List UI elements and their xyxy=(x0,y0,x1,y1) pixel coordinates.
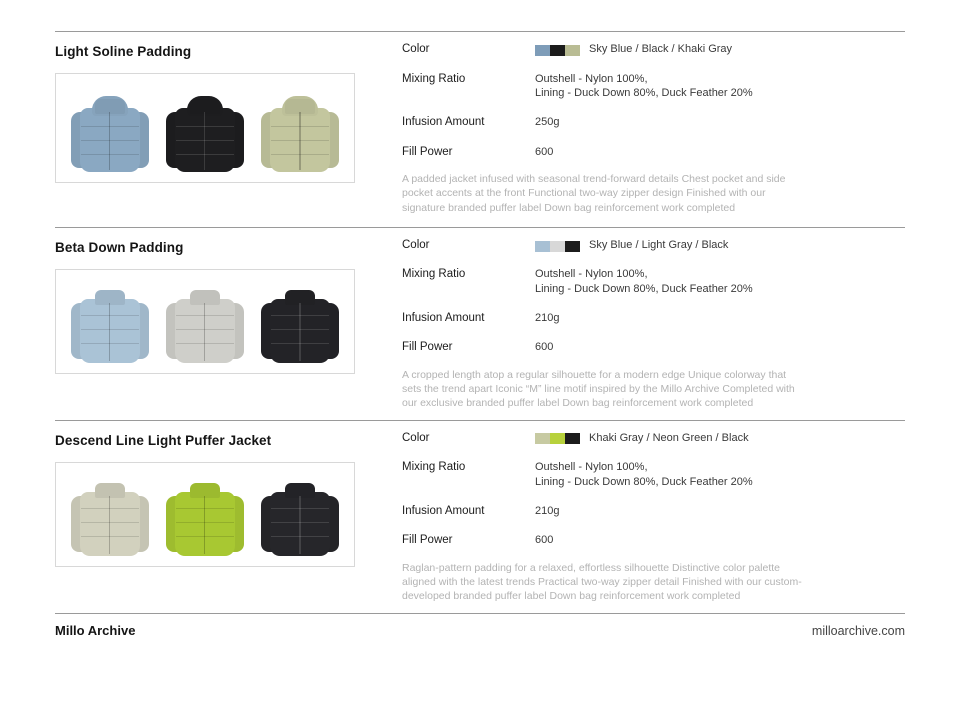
spec-label-mixing-ratio: Mixing Ratio xyxy=(402,72,466,85)
spec-fill-power xyxy=(402,533,905,549)
jacket-illustration xyxy=(261,476,339,562)
spec-value-fill-power: 600 xyxy=(535,341,554,354)
spec-value-mixing-ratio xyxy=(535,460,753,490)
color-swatch xyxy=(550,45,565,56)
mixing-ratio-line-2: Lining - Duck Down 80%, Duck Feather 20% xyxy=(535,475,753,488)
product-spec-column xyxy=(355,421,905,604)
color-swatches xyxy=(535,241,580,252)
jacket-illustration xyxy=(166,476,244,562)
jacket-illustration xyxy=(71,283,149,369)
product-row xyxy=(55,421,905,604)
spec-color xyxy=(402,238,905,254)
spec-label-color: Color xyxy=(402,431,430,444)
color-swatches xyxy=(535,433,580,444)
product-image xyxy=(55,462,355,567)
spec-label-color: Color xyxy=(402,43,430,55)
spec-mixing-ratio xyxy=(402,460,905,490)
mixing-ratio-line-1: Outshell - Nylon 100%, xyxy=(535,461,648,474)
jacket-illustration xyxy=(166,92,244,178)
spec-label-fill-power: Fill Power xyxy=(402,341,453,354)
mixing-ratio-line-2: Lining - Duck Down 80%, Duck Feather 20% xyxy=(535,87,753,100)
spec-label-mixing-ratio: Mixing Ratio xyxy=(402,461,466,474)
product-visual-column xyxy=(55,228,355,411)
color-swatch xyxy=(565,241,580,252)
spec-infusion-amount xyxy=(402,504,905,520)
spec-value-fill-power: 600 xyxy=(535,534,554,547)
spec-color xyxy=(402,42,905,58)
product-visual-column xyxy=(55,421,355,604)
color-names: Sky Blue / Black / Khaki Gray xyxy=(589,43,733,55)
product-title: Light Soline Padding xyxy=(55,44,192,59)
spec-value-mixing-ratio xyxy=(535,267,753,297)
spec-label-fill-power: Fill Power xyxy=(402,534,453,547)
jacket-illustration xyxy=(71,92,149,178)
brand-name: Millo Archive xyxy=(55,623,136,639)
color-names: Sky Blue / Light Gray / Black xyxy=(589,238,729,251)
spec-label-infusion-amount: Infusion Amount xyxy=(402,504,485,517)
color-swatch xyxy=(550,433,565,444)
product-spec-column xyxy=(355,32,905,215)
spec-value-mixing-ratio xyxy=(535,72,753,102)
jacket-illustration xyxy=(166,283,244,369)
spec-fill-power xyxy=(402,340,905,356)
color-swatch xyxy=(535,45,550,56)
spec-value-color xyxy=(535,431,749,447)
jacket-illustration xyxy=(71,476,149,562)
jacket-illustration xyxy=(261,283,339,369)
page-footer xyxy=(55,614,905,638)
product-description: A padded jacket infused with seasonal trend-forward details Chest pocket and side pocket accents at the front Functional two-way zipper design Finished with our signature branded puffer label Down bag reinforcement work completed xyxy=(402,173,786,214)
color-swatches xyxy=(535,45,580,56)
spec-value-infusion-amount: 250g xyxy=(535,116,560,129)
color-swatch xyxy=(550,241,565,252)
spec-value-color xyxy=(535,42,732,58)
spec-infusion-amount xyxy=(402,311,905,327)
website-url[interactable]: milloarchive.com xyxy=(811,624,905,639)
spec-label-mixing-ratio: Mixing Ratio xyxy=(402,268,466,281)
product-row xyxy=(55,228,905,411)
mixing-ratio-line-1: Outshell - Nylon 100%, xyxy=(535,268,648,281)
spec-value-infusion-amount: 210g xyxy=(535,504,560,517)
spec-label-infusion-amount: Infusion Amount xyxy=(402,116,485,129)
product-visual-column xyxy=(55,32,355,215)
mixing-ratio-line-1: Outshell - Nylon 100%, xyxy=(535,72,648,85)
spec-value-fill-power: 600 xyxy=(535,145,554,158)
spec-value-infusion-amount: 210g xyxy=(535,311,560,324)
spec-mixing-ratio xyxy=(402,72,905,102)
product-spec-column xyxy=(355,228,905,411)
color-swatch xyxy=(535,241,550,252)
spec-label-infusion-amount: Infusion Amount xyxy=(402,311,485,324)
color-swatch xyxy=(565,45,580,56)
spec-mixing-ratio xyxy=(402,267,905,297)
color-swatch xyxy=(565,433,580,444)
spec-infusion-amount xyxy=(402,115,905,131)
product-title: Descend Line Light Puffer Jacket xyxy=(55,432,272,448)
mixing-ratio-line-2: Lining - Duck Down 80%, Duck Feather 20% xyxy=(535,283,753,296)
spec-fill-power xyxy=(402,145,905,161)
product-image xyxy=(55,269,355,374)
product-description: Raglan-pattern padding for a relaxed, effortless silhouette Distinctive color palette aligned with the latest trends Practical two-way zipper detail Finished with our custom-developed branded puffer label Down bag reinforcement work completed xyxy=(402,561,802,603)
product-image xyxy=(55,73,355,183)
jacket-illustration xyxy=(261,92,339,178)
spec-label-color: Color xyxy=(402,238,430,251)
product-row xyxy=(55,32,905,215)
color-swatch xyxy=(535,433,550,444)
spec-label-fill-power: Fill Power xyxy=(402,145,453,158)
color-names: Khaki Gray / Neon Green / Black xyxy=(589,431,749,444)
spec-color xyxy=(402,431,905,447)
product-title: Beta Down Padding xyxy=(55,239,184,255)
spec-value-color xyxy=(535,238,728,254)
product-description: A cropped length atop a regular silhouette for a modern edge Unique colorway that sets the trend apart Iconic “M” line motif inspired by the Millo Archive Completed with our exclusive branded puffer label Down bag reinforcement work completed xyxy=(402,368,795,410)
